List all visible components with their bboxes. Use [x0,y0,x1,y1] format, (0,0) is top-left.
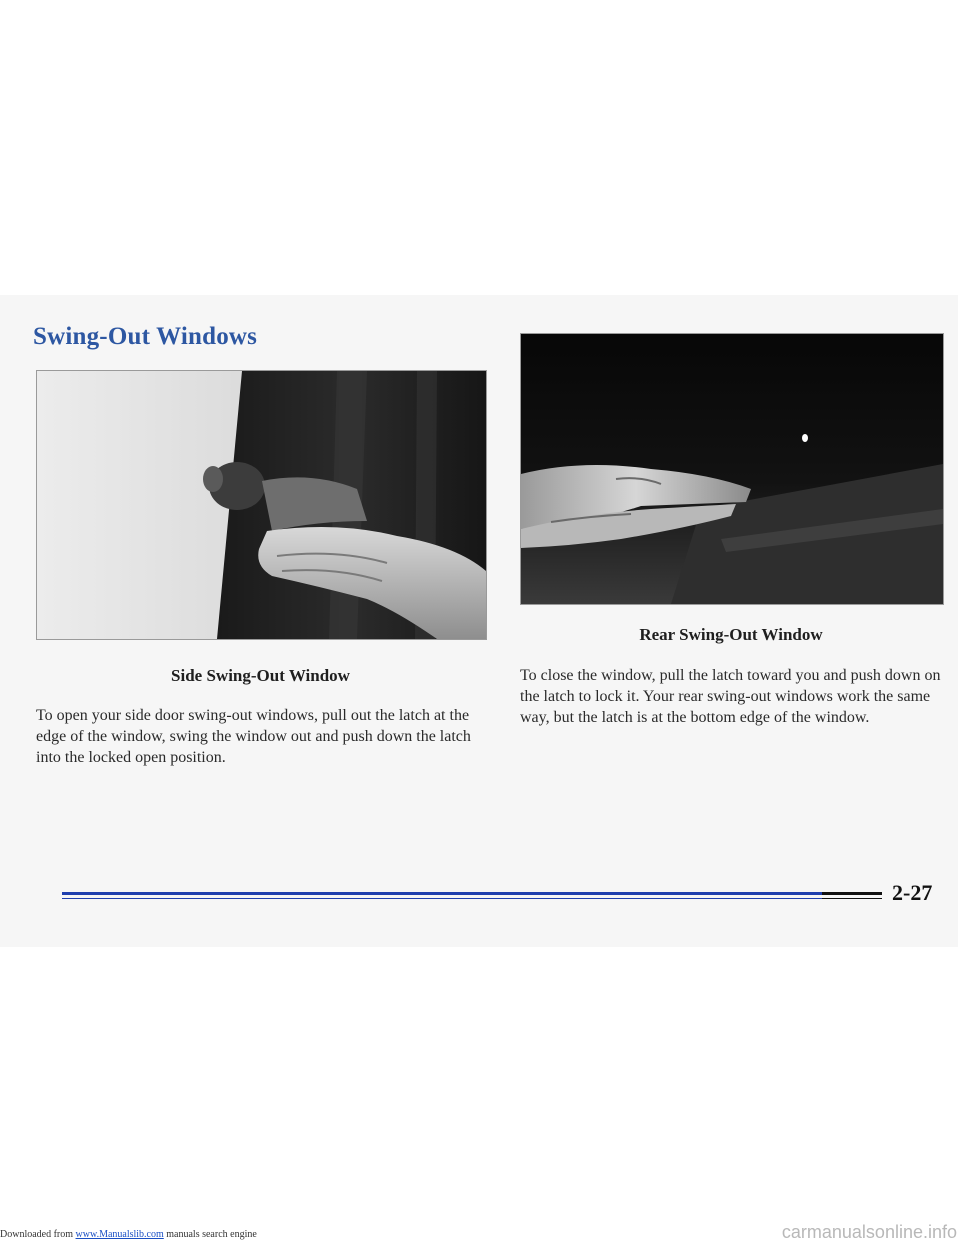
rear-window-instructions: To close the window, pull the latch toward you and push down on the latch to lock it. Your rear swing-out windows work the same way, but the latch is at the bottom edge of the window. [520,667,941,726]
footer-prefix: Downloaded from [0,1229,76,1240]
page-rule [62,890,882,904]
watermark-text: carmanualsonline.info [781,1222,957,1242]
footer-suffix: manuals search engine [163,1229,257,1240]
rear-window-photo [520,333,944,605]
side-window-caption: Side Swing-Out Window [171,666,350,685]
rear-window-caption: Rear Swing-Out Window [639,625,823,644]
page-number: 2-27 [892,880,933,905]
download-footer [0,1229,257,1240]
manualslib-link[interactable]: www.Manualslib.com [75,1229,164,1240]
side-window-instructions: To open your side door swing-out windows, pull out the latch at the edge of the window, swing the window out and push down the latch into the locked open position. [36,707,471,766]
section-title: Swing-Out Windows [33,323,258,350]
side-window-photo [36,370,487,640]
